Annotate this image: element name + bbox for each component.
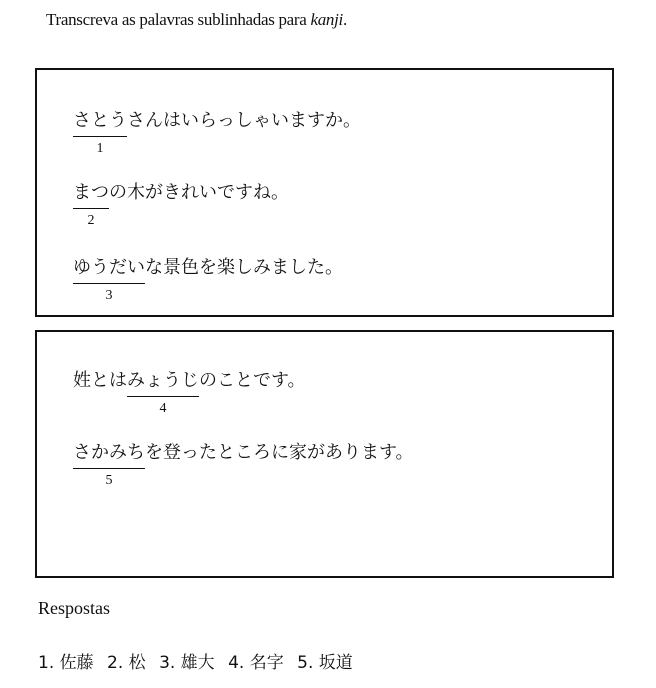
sentence-rest: の木がきれいですね。 [109, 182, 289, 203]
underlined-word-3 [73, 257, 145, 303]
instruction-period: . [342, 10, 347, 29]
item-number: 1 [96, 141, 104, 156]
item-number: 2 [87, 213, 95, 228]
exercise-box-1 [35, 68, 614, 317]
instruction [46, 10, 347, 30]
underlined-text: さかみち [73, 442, 145, 463]
sentence-rest: な景色を楽しみました。 [145, 257, 343, 278]
sentence-5 [73, 442, 414, 488]
sentence-2 [73, 182, 289, 228]
underlined-word-2 [73, 182, 109, 228]
item-number: 3 [105, 288, 113, 303]
answer-3: 3. 雄大 [159, 653, 215, 673]
item-number: 5 [105, 473, 113, 488]
underlined-word-5 [73, 442, 145, 488]
underlined-text: さとう [73, 110, 127, 131]
sentence-rest: さんはいらっしゃいますか。 [127, 110, 361, 131]
answer-4: 4. 名字 [228, 653, 284, 673]
instruction-text: Transcreva as palavras sublinhadas para [46, 10, 311, 29]
instruction-emphasis: kanji [310, 10, 343, 29]
answers-line [38, 648, 361, 673]
underlined-text: みょうじ [127, 370, 199, 391]
sentence-4 [73, 370, 306, 416]
sentence-rest: を登ったところに家があります。 [145, 442, 414, 463]
underlined-word-1 [73, 110, 127, 156]
underlined-text: まつ [73, 182, 109, 203]
answers-title: Respostas [38, 598, 110, 618]
item-number: 4 [159, 401, 167, 416]
sentence-rest: のことです。 [199, 370, 306, 391]
underlined-word-4 [127, 370, 199, 416]
exercise-box-2 [35, 330, 614, 578]
answer-1: 1. 佐藤 [38, 653, 94, 673]
answer-2: 2. 松 [107, 653, 146, 673]
sentence-start: 姓とは [73, 370, 127, 391]
answer-5: 5. 坂道 [297, 653, 353, 673]
sentence-1 [73, 110, 361, 156]
sentence-3 [73, 257, 343, 303]
underlined-text: ゆうだい [73, 257, 145, 278]
